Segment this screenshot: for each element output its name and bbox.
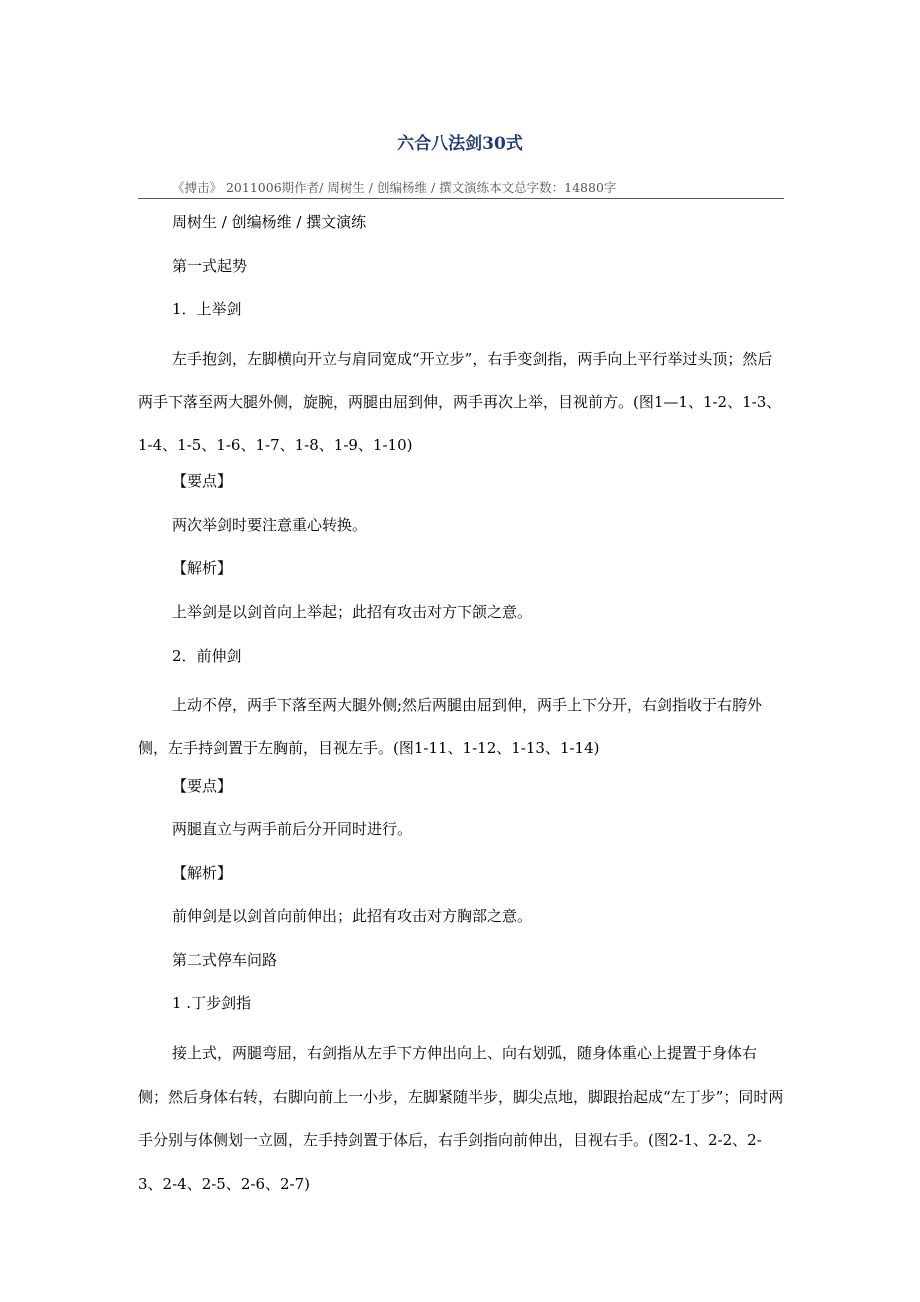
- analysis-text-1: 上举剑是以剑首向上举起；此招有攻击对方下颌之意。: [172, 603, 533, 621]
- analysis-label-2: 【解析】: [172, 864, 233, 882]
- subheading-1-2: 2．前伸剑: [172, 647, 242, 665]
- header-divider: [138, 198, 784, 199]
- key-points-label-1: 【要点】: [172, 472, 233, 490]
- analysis-text-2: 前伸剑是以剑首向前伸出；此招有攻击对方胸部之意。: [172, 907, 533, 925]
- body-paragraph-3: 接上式，两腿弯屈，右剑指从左手下方伸出向上、向右划弧，随身体重心上提置于身体右侧；然后身体右转，右脚向前上一小步，左脚紧随半步，脚尖点地，脚跟抬起成“左丁步”；同时两手分别与体侧划一立圆，左手持剑置于体后，右手剑指向前伸出，目视右手。(图2-1、2-2、2-3、2-4、2-5、2-6、2-7): [138, 1044, 784, 1193]
- subheading-1-1: 1．上举剑: [172, 300, 242, 318]
- section-heading-1: 第一式起势: [172, 257, 248, 275]
- body-paragraph-1: 左手抱剑，左脚横向开立与肩同宽成“开立步”，右手变剑指，两手向上平行举过头顶；然后两手下落至两大腿外侧，旋腕，两腿由屈到伸，两手再次上举，目视前方。(图1—1、1-2、1-3、1-4、1-5、1-6、1-7、1-8、1-9、1-10): [138, 350, 782, 454]
- key-points-text-2: 两腿直立与两手前后分开同时进行。: [172, 820, 413, 838]
- analysis-label-1: 【解析】: [172, 559, 233, 577]
- key-points-label-2: 【要点】: [172, 777, 233, 795]
- doc-meta: 《搏击》 2011006期作者/ 周树生 / 创编杨维 / 撰文演练本文总字数：14880字: [172, 180, 617, 195]
- section-heading-2: 第二式停车问路: [172, 951, 278, 969]
- subheading-2-1: 1 .丁步剑指: [172, 994, 252, 1012]
- body-paragraph-2: 上动不停，两手下落至两大腿外侧;然后两腿由屈到伸，两手上下分开，右剑指收于右胯外侧，左手持剑置于左胸前，目视左手。(图1-11、1-12、1-13、1-14): [138, 696, 763, 757]
- key-points-text-1: 两次举剑时要注意重心转换。: [172, 516, 368, 534]
- author-line: 周树生 / 创编杨维 / 撰文演练: [172, 213, 367, 231]
- doc-title: 六合八法剑30式: [397, 134, 523, 154]
